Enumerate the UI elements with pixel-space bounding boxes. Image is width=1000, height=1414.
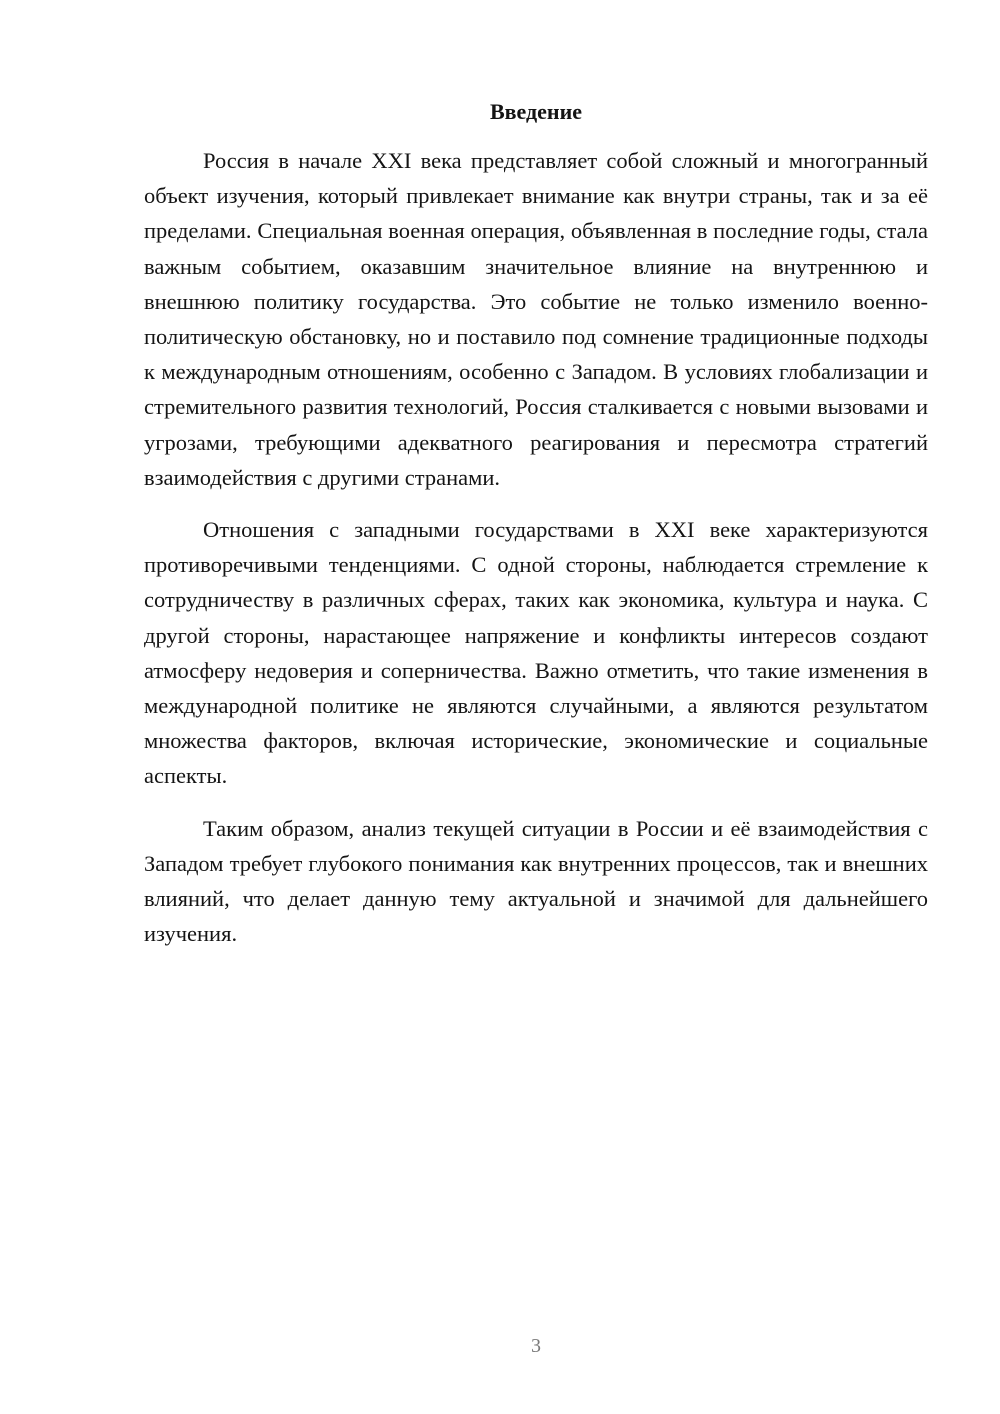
body-text <box>144 143 928 951</box>
paragraph-2: Отношения с западными государствами в XXI веке характеризуются противоречивыми тенденциями. С одной стороны, наблюдается стремление к сотрудничеству в различных сферах, таких как экономика, культура и наука. С другой стороны, нарастающее напряжение и конфликты интересов создают атмосферу недоверия и соперничества. Важно отметить, что такие изменения в международной политике не являются случайными, а являются результатом множества факторов, включая исторические, экономические и социальные аспекты. <box>144 517 928 789</box>
paragraph-1: Россия в начале XXI века представляет собой сложный и многогранный объект изучения, который привлекает внимание как внутри страны, так и за её пределами. Специальная военная операция, объявленная в последние годы, стала важным событием, оказавшим значительное влияние на внутреннюю и внешнюю политику государства. Это событие не только изменило военно-политическую обстановку, но и поставило под сомнение традиционные подходы к международным отношениям, особенно с Западом. В условиях глобализации и стремительного развития технологий, Россия сталкивается с новыми вызовами и угрозами, требующими адекватного реагирования и пересмотра стратегий взаимодействия с другими странами. <box>144 148 928 490</box>
section-title: Введение <box>489 99 583 124</box>
paragraph-3: Таким образом, анализ текущей ситуации в России и её взаимодействия с Западом требует глубокого понимания как внутренних процессов, так и внешних влияний, что делает данную тему актуальной и значимой для дальнейшего изучения. <box>144 815 928 947</box>
page-number: 3 <box>531 1335 541 1357</box>
